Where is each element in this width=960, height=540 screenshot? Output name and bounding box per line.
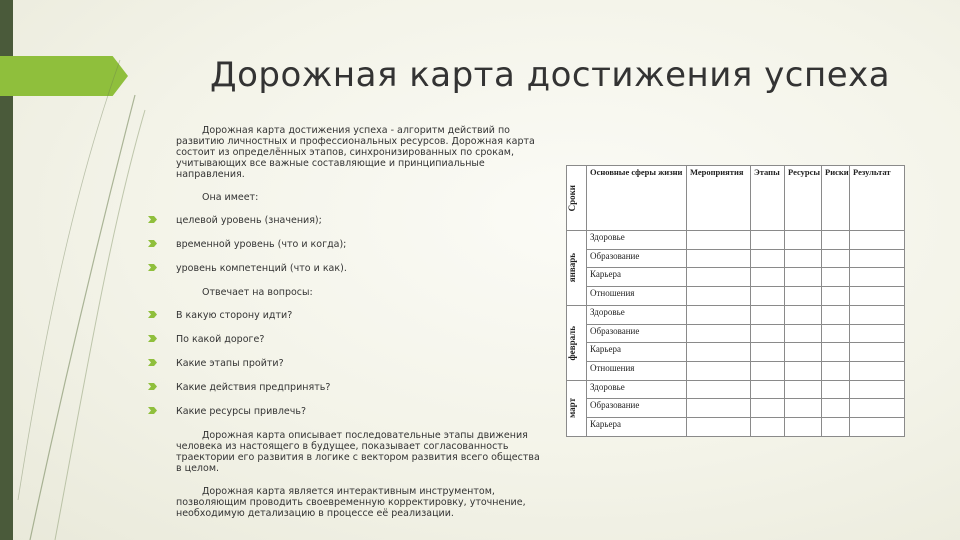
bullet-arrow-icon (148, 264, 157, 271)
list-item (148, 358, 540, 369)
slide-content (148, 125, 540, 531)
sphere-cell: Образование (587, 324, 687, 343)
answers-heading: Отвечает на вопросы: (202, 287, 313, 298)
list-item-label: уровень компетенций (что и как). (176, 263, 347, 274)
bullet-arrow-icon (148, 359, 157, 366)
slide-title: Дорожная карта достижения успеха (210, 55, 891, 95)
table-row (567, 343, 905, 362)
interactive-paragraph: Дорожная карта является интерактивным инструментом, позволяющим проводить своевременную корректировку, уточнение, необходимую детализацию в процессе её реализации. (176, 486, 526, 519)
table-row (567, 418, 905, 437)
header-stages: Этапы (751, 166, 785, 231)
bullet-arrow-icon (148, 335, 157, 342)
list-item-label: Какие этапы пройти? (176, 358, 284, 369)
header-result: Результат (850, 166, 905, 231)
list-item (148, 310, 540, 321)
sphere-cell: Здоровье (587, 231, 687, 250)
sphere-cell: Карьера (587, 343, 687, 362)
table-row (567, 268, 905, 287)
roadmap-table (566, 165, 905, 437)
intro-paragraph: Дорожная карта достижения успеха - алгоритм действий по развитию личностных и профессиональных ресурсов. Дорожная карта состоит из определённых этапов, синхронизированных по срокам, учитывающих все важные составляющие и принципиальные направления. (176, 125, 535, 180)
month-cell: март (567, 380, 587, 436)
list-item-label: Какие действия предпринять? (176, 382, 331, 393)
list-item-label: целевой уровень (значения); (176, 215, 322, 226)
bullet-arrow-icon (148, 407, 157, 414)
table-header-row (567, 166, 905, 231)
has-heading: Она имеет: (202, 192, 259, 203)
list-item (148, 334, 540, 345)
sphere-cell: Карьера (587, 268, 687, 287)
list-item-label: временной уровень (что и когда); (176, 239, 347, 250)
month-cell: январь (567, 231, 587, 306)
bullet-arrow-icon (148, 240, 157, 247)
table-row (567, 324, 905, 343)
bullet-arrow-icon (148, 383, 157, 390)
month-cell: февраль (567, 305, 587, 380)
sphere-cell: Образование (587, 399, 687, 418)
sphere-cell: Здоровье (587, 380, 687, 399)
sphere-cell: Отношения (587, 362, 687, 381)
table-row (567, 399, 905, 418)
sphere-cell: Карьера (587, 418, 687, 437)
list-item-label: По какой дороге? (176, 334, 265, 345)
sphere-cell: Образование (587, 249, 687, 268)
list-item (148, 239, 540, 250)
list-item (148, 263, 540, 274)
header-terms: Сроки (567, 166, 587, 231)
roadmap-table-image (566, 165, 904, 437)
bullet-arrow-icon (148, 311, 157, 318)
list-item (148, 406, 540, 417)
list-item-label: В какую сторону идти? (176, 310, 293, 321)
table-row (567, 231, 905, 250)
sphere-cell: Отношения (587, 287, 687, 306)
header-spheres: Основные сферы жизни (587, 166, 687, 231)
header-resources: Ресурсы (785, 166, 822, 231)
list-item (148, 215, 540, 226)
accent-arrow-shape (0, 56, 128, 96)
header-events: Мероприятия (687, 166, 751, 231)
description-paragraph: Дорожная карта описывает последовательные этапы движения человека из настоящего в будущее, показывает согласованность траектории его развития в логике с вектором развития всего общества в целом. (176, 430, 540, 474)
list-item (148, 382, 540, 393)
table-row (567, 380, 905, 399)
table-row (567, 249, 905, 268)
table-row (567, 287, 905, 306)
sphere-cell: Здоровье (587, 305, 687, 324)
header-risks: Риски (822, 166, 850, 231)
table-row (567, 305, 905, 324)
table-row (567, 362, 905, 381)
list-item-label: Какие ресурсы привлечь? (176, 406, 307, 417)
bullet-arrow-icon (148, 216, 157, 223)
